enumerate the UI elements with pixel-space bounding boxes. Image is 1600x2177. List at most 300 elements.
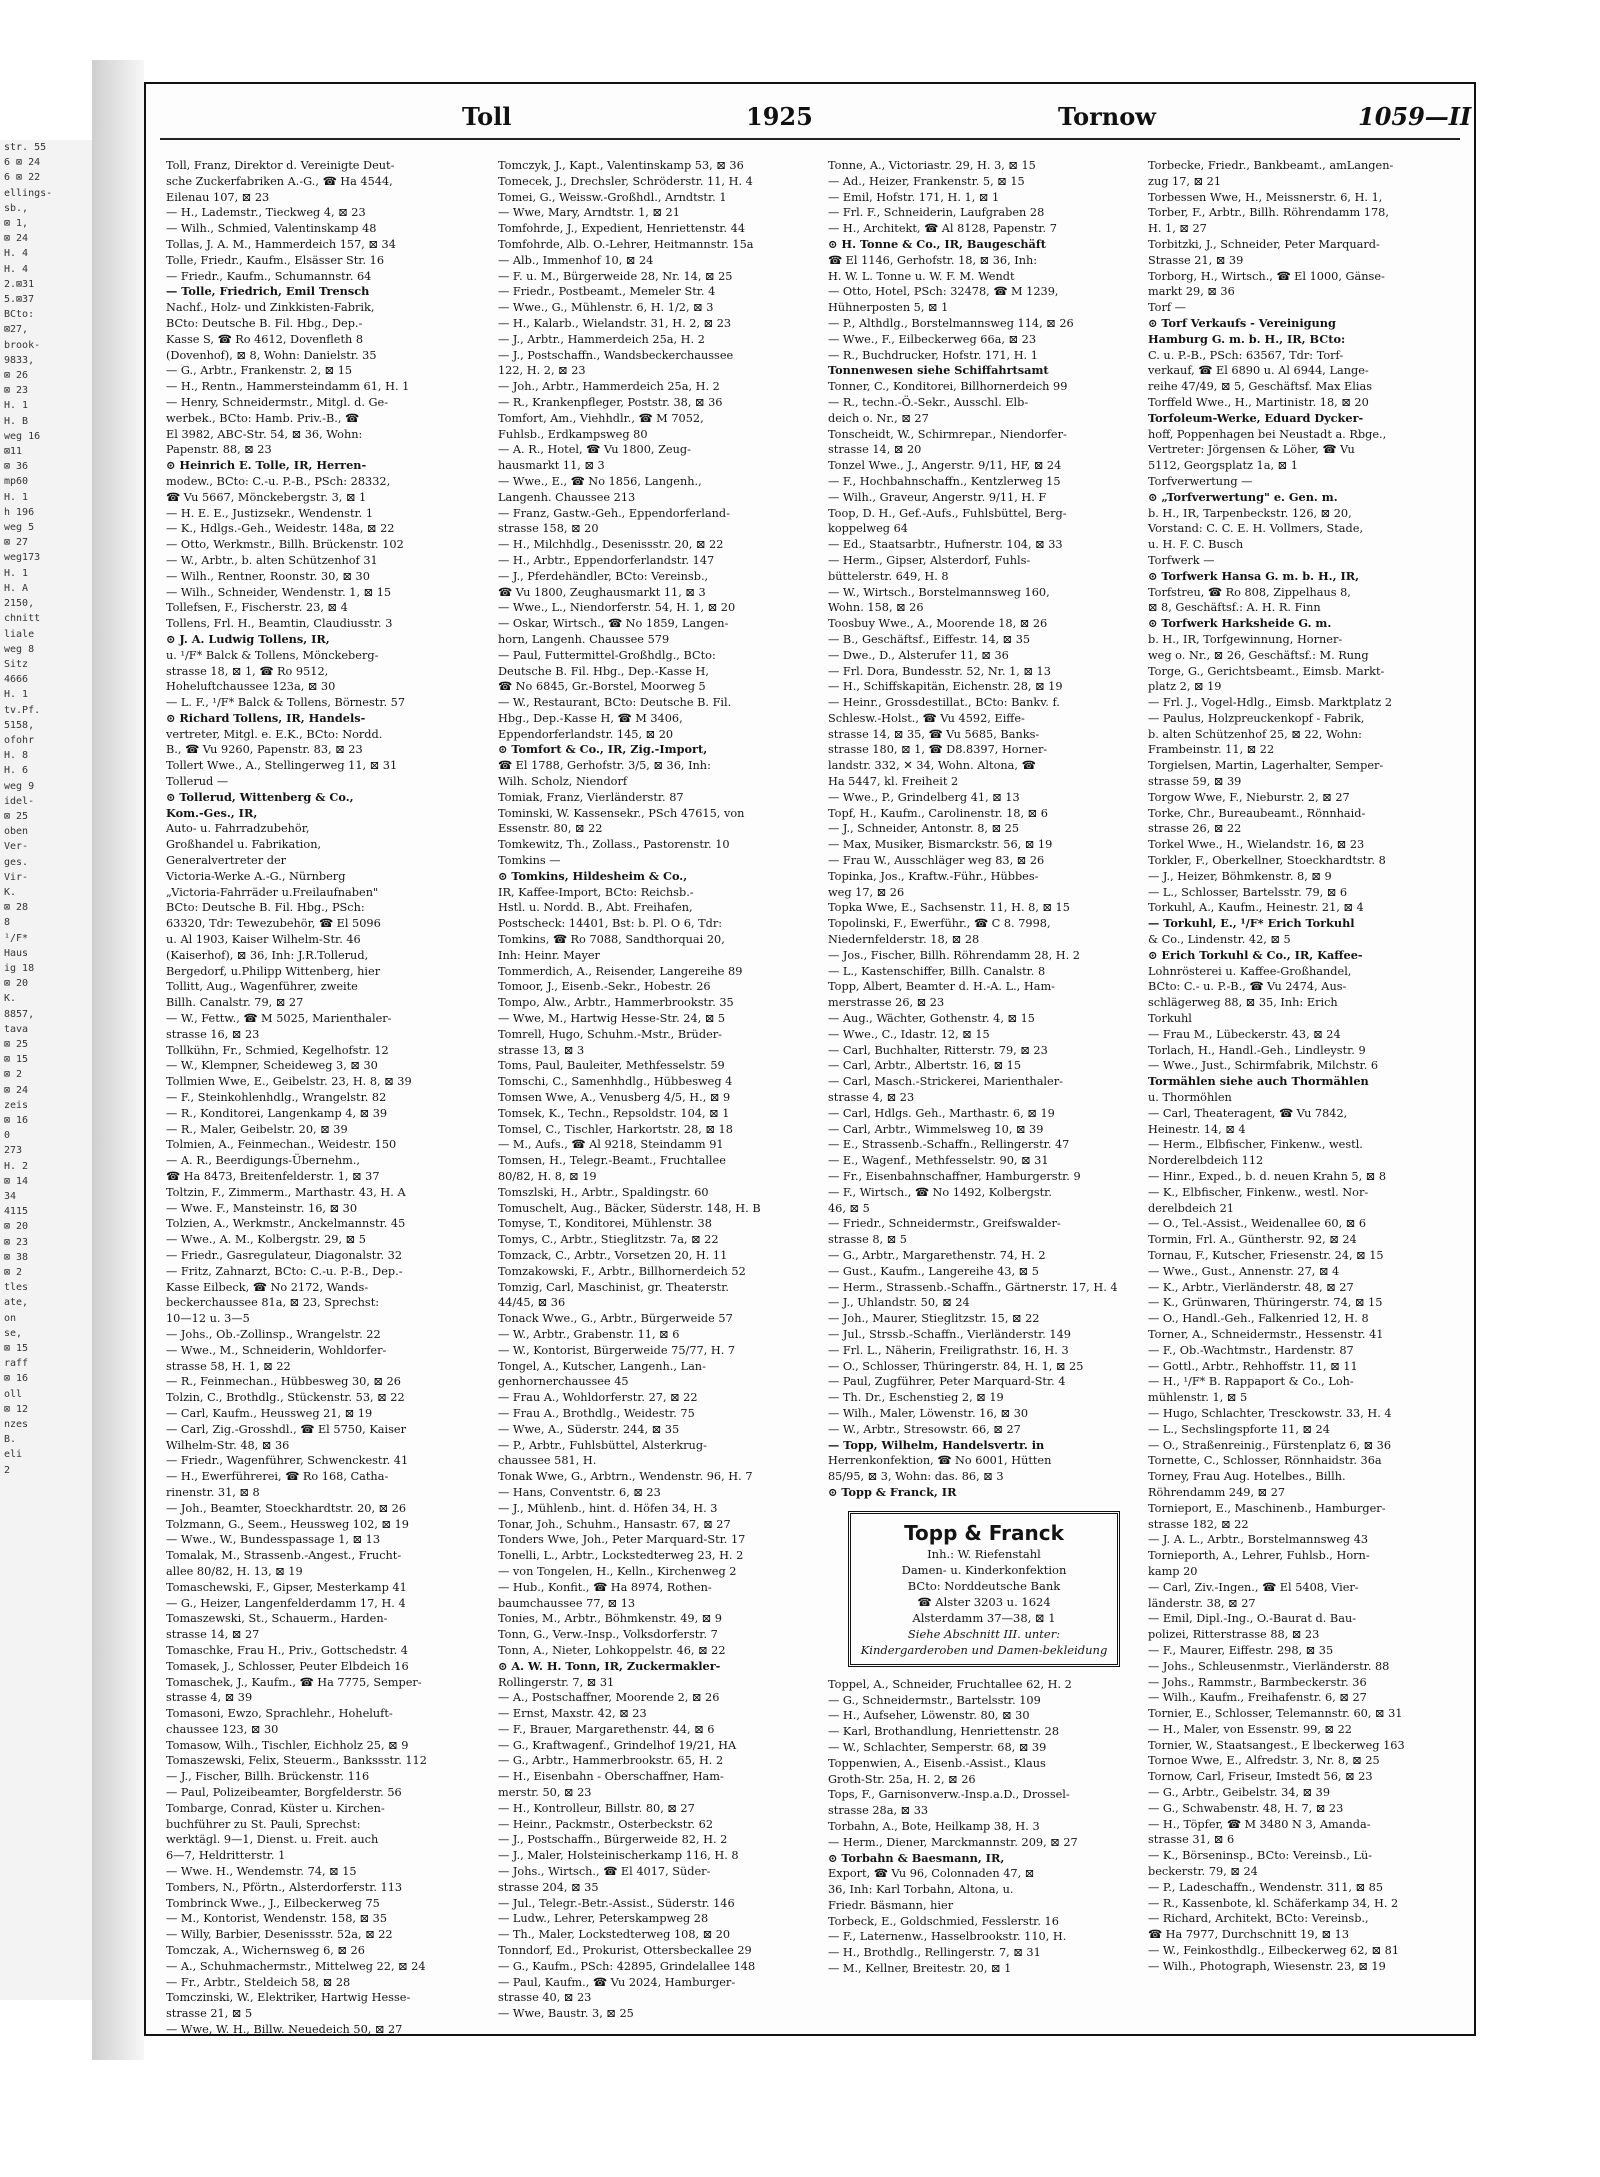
directory-entry: Tomasek, J., Schlosser, Peuter Elbdeich 16: [166, 1659, 409, 1673]
directory-entry: — Hugo, Schlachter, Tresckowstr. 33, H. 4: [1148, 1406, 1392, 1420]
directory-entry: — Frl. Dora, Bundesstr. 52, Nr. 1, ⊠ 13: [828, 664, 1051, 678]
directory-entry: Torbitzki, J., Schneider, Peter Marquard-: [1148, 237, 1380, 251]
directory-entry: Torlach, H., Handl.-Geh., Lindleystr. 9: [1148, 1043, 1366, 1057]
fragment-line: 6 ⊠ 24: [4, 157, 41, 169]
directory-entry: — G., Schneidermstr., Bartelsstr. 109: [828, 1693, 1041, 1707]
directory-entry: Tollert Wwe., A., Stellingerweg 11, ⊠ 31: [166, 759, 398, 773]
directory-entry: — Ed., Staatsarbtr., Hufnerstr. 104, ⊠ 33: [828, 538, 1063, 552]
directory-entry: Tonn, A., Nieter, Lohkoppelstr. 46, ⊠ 22: [498, 1643, 726, 1657]
adjacent-page-fragment: [0, 140, 95, 2000]
directory-entry: ⊙ Torfwerk Harksheide G. m.: [1148, 616, 1332, 631]
directory-entry: — Otto, Hotel, PSch: 32478, ☎ M 1239,: [828, 285, 1059, 299]
fragment-line: H. 4: [4, 248, 29, 260]
directory-entry: — F. u. M., Bürgerweide 28, Nr. 14, ⊠ 25: [498, 269, 733, 283]
directory-entry: Nachf., Holz- und Zinkkisten-Fabrik,: [166, 301, 375, 315]
directory-entry: — Hinr., Exped., b. d. neuen Krahn 5, ⊠ 8: [1148, 1170, 1387, 1183]
directory-entry: Tomfohrde, Alb. O.-Lehrer, Heitmannstr. 15a: [498, 237, 754, 251]
directory-entry: IR, Kaffee-Import, BCto: Reichsb.-: [498, 885, 694, 899]
directory-entry: „Victoria-Fahrräder u.Freilaufnaben": [166, 885, 379, 899]
fragment-line: 2.⊠31: [4, 278, 35, 290]
directory-entry: kamp 20: [1148, 1564, 1198, 1578]
directory-entry: — G., Kaufm., PSch: 42895, Grindelallee 148: [498, 1959, 756, 1973]
directory-entry: Tomei, G., Weissw.-Großhdl., Arndtstr. 1: [498, 190, 727, 204]
directory-entry: Torffeld Wwe., H., Martinistr. 18, ⊠ 20: [1148, 395, 1369, 409]
directory-entry: ☎ Ha 7977, Durchschnitt 19, ⊠ 13: [1148, 1928, 1350, 1942]
directory-entry: Toppenwien, A., Eisenb.-Assist., Klaus: [828, 1756, 1046, 1770]
directory-entry: C. u. P.-B., PSch: 63567, Tdr: Torf-: [1148, 348, 1344, 362]
directory-entry: — Jul., Telegr.-Betr.-Assist., Süderstr. 146: [498, 1896, 735, 1910]
directory-entry: — Johs., Rammstr., Barmbeckerstr. 36: [1148, 1675, 1367, 1689]
directory-entry: Torbeck, E., Goldschmied, Fesslerstr. 16: [828, 1914, 1059, 1928]
directory-entry: Kom.-Ges., IR,: [166, 805, 258, 820]
directory-entry: Torney, Frau Aug. Hotelbes., Billh.: [1148, 1470, 1346, 1484]
fragment-line: ⊠ 15: [4, 1343, 29, 1355]
advertisement-box: [848, 1511, 1120, 1667]
fragment-line: idel-: [4, 795, 35, 807]
directory-entry: ⊙ Topp & Franck, IR: [828, 1484, 957, 1499]
directory-entry: ⊙ Erich Torkuhl & Co., IR, Kaffee-: [1148, 947, 1363, 962]
directory-entry: — B., Geschäftsf., Eiffestr. 14, ⊠ 35: [828, 632, 1031, 646]
directory-entry: Tomrell, Hugo, Schuhm.-Mstr., Brüder-: [498, 1027, 722, 1041]
directory-entry: 36, Inh: Karl Torbahn, Altona, u.: [828, 1883, 1014, 1897]
directory-entry: Tonack Wwe., G., Arbtr., Bürgerweide 57: [498, 1312, 733, 1326]
directory-entry: Tollkühn, Fr., Schmied, Kegelhofstr. 12: [166, 1043, 389, 1057]
directory-entry: Tolzin, C., Brothdlg., Stückenstr. 53, ⊠ 22: [166, 1391, 405, 1405]
directory-entry: — Wilh., Schmied, Valentinskamp 48: [166, 222, 377, 236]
directory-entry: — Dwe., D., Alsterufer 11, ⊠ 36: [828, 648, 1009, 662]
directory-entry: strasse 26, ⊠ 22: [1148, 822, 1242, 836]
directory-entry: Tombers, N., Pförtn., Alsterdorferstr. 113: [166, 1880, 403, 1894]
directory-entry: Toosbuy Wwe., A., Moorende 18, ⊠ 26: [828, 617, 1048, 631]
directory-entry: ⊙ Torbahn & Baesmann, IR,: [828, 1850, 1005, 1865]
directory-entry: vertreter, Mitgl. e. E.K., BCto: Nordd.: [166, 727, 383, 741]
directory-entry: Tollefsen, F., Fischerstr. 23, ⊠ 4: [166, 601, 348, 615]
directory-entry: — R., Konditorei, Langenkamp 4, ⊠ 39: [166, 1106, 388, 1120]
directory-entry: (Kaiserhof), ⊠ 36, Inh: J.R.Tollerud,: [166, 948, 369, 962]
directory-entry: Torfwerk —: [1148, 553, 1215, 567]
directory-entry: — Wwe., L., Niendorferstr. 54, H. 1, ⊠ 20: [498, 601, 736, 615]
directory-entry: Tolzmann, G., Seem., Heussweg 102, ⊠ 19: [166, 1517, 409, 1531]
directory-entry: — Frau A., Brothdlg., Weidestr. 75: [498, 1406, 695, 1420]
directory-entry: — Paul, Polizeibeamter, Borgfelderstr. 56: [166, 1786, 402, 1800]
directory-entry: Torkel Wwe., H., Wielandstr. 16, ⊠ 23: [1148, 838, 1365, 852]
ad-owner: Inh.: W. Riefenstahl: [927, 1546, 1041, 1561]
directory-entry: 5112, Georgsplatz 1a, ⊠ 1: [1148, 459, 1298, 473]
directory-entry: strasse 4, ⊠ 23: [828, 1091, 915, 1105]
directory-entry: — K., Elbfischer, Finkenw., westl. Nor-: [1148, 1185, 1369, 1199]
directory-entry: — P., Ladeschaffn., Wendenstr. 311, ⊠ 85: [1148, 1880, 1384, 1894]
directory-entry: länderstr. 38, ⊠ 27: [1148, 1596, 1256, 1610]
directory-entry: ⊙ H. Tonne & Co., IR, Baugeschäft: [828, 236, 1046, 251]
directory-entry: u. H. F. C. Busch: [1148, 538, 1244, 552]
directory-entry: Tomkins, ☎ Ro 7088, Sandthorquai 20,: [498, 933, 725, 947]
fragment-line: on: [4, 1312, 17, 1324]
directory-entry: Lohnrösterei u. Kaffee-Großhandel,: [1148, 964, 1352, 978]
directory-entry: Tomschi, C., Samenhhdlg., Hübbesweg 4: [498, 1075, 733, 1089]
fragment-line: oben: [4, 826, 29, 838]
directory-entry: — O., Straßenreinig., Fürstenplatz 6, ⊠ 36: [1148, 1438, 1392, 1452]
directory-entry: ⊙ Torf Verkaufs - Vereinigung: [1148, 315, 1336, 330]
fragment-line: 2: [4, 1464, 11, 1476]
directory-entry: — Carl, Buchhalter, Ritterstr. 79, ⊠ 23: [828, 1043, 1048, 1057]
directory-entry: strasse 18, ⊠ 1, ☎ Ro 9512,: [166, 664, 329, 678]
page-header: [146, 102, 1474, 138]
directory-entry: — Herm., Strassenb.-Schaffn., Gärtnerstr. 17, H. 4: [828, 1280, 1118, 1294]
directory-entry: — W., Wirtsch., Borstelmannsweg 160,: [828, 585, 1050, 599]
directory-entry: — A. R., Beerdigungs-Übernehm.,: [166, 1154, 361, 1168]
directory-entry: ⊙ Tomfort & Co., IR, Zig.-Import,: [498, 742, 708, 757]
directory-entry: — H., Kontrolleur, Billstr. 80, ⊠ 27: [498, 1801, 695, 1815]
directory-entry: Tonn, G., Verw.-Insp., Volksdorferstr. 7: [498, 1628, 718, 1642]
directory-entry: — O., Handl.-Geh., Falkenried 12, H. 8: [1148, 1312, 1369, 1326]
fragment-line: H. 8: [4, 750, 29, 762]
directory-entry: Tolle, Friedr., Kaufm., Elsässer Str. 16: [166, 253, 385, 267]
directory-entry: b. H., IR, Tarpenbeckstr. 126, ⊠ 20,: [1148, 506, 1352, 520]
directory-entry: Torfverwertung —: [1148, 474, 1253, 488]
directory-entry: — Wilh., Rentner, Roonstr. 30, ⊠ 30: [166, 569, 370, 583]
directory-entry: Rollingerstr. 7, ⊠ 31: [498, 1675, 615, 1689]
directory-entry: Tomsen Wwe, A., Venusberg 4/5, H., ⊠ 9: [498, 1091, 731, 1105]
directory-entry: — A. R., Hotel, ☎ Vu 1800, Zeug-: [498, 443, 691, 457]
directory-entry: u. Al 1903, Kaiser Wilhelm-Str. 46: [166, 933, 361, 947]
directory-entry: strasse 59, ⊠ 39: [1148, 775, 1242, 789]
directory-entry: Tomsel, C., Tischler, Harkortstr. 28, ⊠ 18: [498, 1122, 733, 1136]
directory-entry: — Henry, Schneidermstr., Mitgl. d. Ge-: [166, 395, 389, 409]
directory-entry: — Wwe., W., Bundesspassage 1, ⊠ 13: [166, 1533, 381, 1547]
header-rule: [160, 138, 1460, 140]
directory-entry: — L. F., ¹/F* Balck & Tollens, Börnestr. 57: [166, 696, 406, 710]
directory-entry: Tornoe Wwe, E., Alfredstr. 3, Nr. 8, ⊠ 25: [1148, 1754, 1380, 1768]
directory-entry: — Richard, Architekt, BCto: Vereinsb.,: [1148, 1912, 1369, 1926]
directory-entry: Niedernfelderstr. 18, ⊠ 28: [828, 933, 980, 947]
directory-entry: ⊙ Richard Tollens, IR, Handels-: [166, 710, 366, 725]
directory-entry: — Wilh., Schneider, Wendenstr. 1, ⊠ 15: [166, 585, 392, 599]
fragment-line: H. 2: [4, 1160, 29, 1172]
directory-entry: — Ad., Heizer, Frankenstr. 5, ⊠ 15: [828, 174, 1025, 188]
directory-entry: — Frau M., Lübeckerstr. 43, ⊠ 24: [1148, 1027, 1341, 1041]
directory-entry: — H., Eisenbahn - Oberschaffner, Ham-: [498, 1770, 724, 1784]
directory-entry: Tomszlski, H., Arbtr., Spaldingstr. 60: [498, 1185, 709, 1199]
directory-entry: — J. A. L., Arbtr., Borstelmannsweg 43: [1148, 1533, 1369, 1547]
directory-entry: ☎ Ha 8473, Breitenfelderstr. 1, ⊠ 37: [166, 1170, 380, 1183]
directory-entry: strasse 13, ⊠ 3: [498, 1043, 585, 1057]
directory-entry: — Friedr., Gasregulateur, Diagonalstr. 32: [166, 1248, 403, 1262]
directory-entry: Tornow, Carl, Friseur, Imstedt 56, ⊠ 23: [1148, 1770, 1373, 1784]
directory-entry: Tomasow, Wilh., Tischler, Eichholz 25, ⊠ 9: [166, 1738, 409, 1752]
directory-entry: — H., ¹/F* B. Rappaport & Co., Loh-: [1148, 1375, 1354, 1389]
directory-entry: — E., Wagenf., Methfesselstr. 90, ⊠ 31: [828, 1154, 1049, 1168]
directory-entry: Kasse S, ☎ Ro 4612, Dovenfleth 8: [166, 332, 364, 346]
directory-entry: Torbessen Wwe, H., Meissnerstr. 6, H. 1,: [1148, 190, 1383, 204]
directory-entry: — Wwe., Just., Schirmfabrik, Milchstr. 6: [1148, 1059, 1379, 1073]
directory-entry: Tonzel Wwe., J., Angerstr. 9/11, HF, ⊠ 24: [828, 459, 1062, 473]
directory-entry: — R., Buchdrucker, Hofstr. 171, H. 1: [828, 348, 1038, 362]
directory-entry: Hühnerposten 5, ⊠ 1: [828, 301, 949, 315]
directory-entry: — J., Maler, Holsteinischerkamp 116, H. 8: [498, 1849, 739, 1863]
directory-entry: — Friedr., Kaufm., Schumannstr. 64: [166, 269, 372, 283]
directory-entry: — Wwe. F., Mansteinstr. 16, ⊠ 30: [166, 1201, 358, 1215]
directory-entry: weg o. Nr., ⊠ 26, Geschäftsf.: M. Rung: [1148, 648, 1369, 662]
directory-entry: — Carl, Arbtr., Wimmelsweg 10, ⊠ 39: [828, 1122, 1044, 1136]
directory-entry: Tollitt, Aug., Wagenführer, zweite: [166, 980, 358, 994]
fragment-line: H. 1: [4, 491, 29, 503]
directory-entry: Tomoor, J., Eisenb.-Sekr., Hobestr. 26: [498, 980, 711, 994]
directory-entry: — M., Kontorist, Wendenstr. 158, ⊠ 35: [166, 1912, 388, 1926]
directory-entry: — E., Strassenb.-Schaffn., Rellingerstr. 47: [828, 1138, 1070, 1152]
directory-entry: — H., Milchhdlg., Desenissstr. 20, ⊠ 22: [498, 538, 724, 552]
directory-entry: — J., Mühlenb., hint. d. Höfen 34, H. 3: [498, 1501, 718, 1515]
directory-entry: — Fr., Arbtr., Steldeich 58, ⊠ 28: [166, 1975, 351, 1989]
directory-entry: — Jul., Strssb.-Schaffn., Vierländerstr. 149: [828, 1327, 1071, 1341]
directory-entry: weg 17, ⊠ 26: [828, 885, 905, 899]
directory-entry: Topp, Albert, Beamter d. H.-A. L., Ham-: [828, 980, 1055, 994]
directory-entry: allee 80/82, H. 13, ⊠ 19: [166, 1564, 303, 1578]
directory-entry: Tornette, C., Schlosser, Rönnhaidstr. 36a: [1148, 1454, 1382, 1468]
directory-entry: — Aug., Wächter, Gothenstr. 4, ⊠ 15: [828, 1012, 1035, 1026]
directory-entry: — Paulus, Holzpreuckenkopf - Fabrik,: [1148, 711, 1365, 725]
directory-entry: — W., Fettw., ☎ M 5025, Marienthaler-: [166, 1012, 392, 1026]
directory-entry: — W., Restaurant, BCto: Deutsche B. Fil.: [498, 696, 732, 710]
fragment-line: h 196: [4, 506, 35, 518]
directory-entry: — Torkuhl, E., ¹/F* Erich Torkuhl: [1148, 916, 1355, 931]
directory-entry: Tonders Wwe, Joh., Peter Marquard-Str. 17: [498, 1533, 746, 1547]
directory-entry: Tomasoni, Ewzo, Sprachlehr., Hoheluft-: [166, 1707, 393, 1721]
ad-line: Damen- u. Kinderkonfektion: [901, 1562, 1067, 1577]
directory-entry: — K., Hdlgs.-Geh., Weidestr. 148a, ⊠ 22: [166, 522, 395, 536]
directory-entry: — R., Kassenbote, kl. Schäferkamp 34, H. 2: [1148, 1896, 1399, 1910]
fragment-line: eli: [4, 1449, 23, 1461]
directory-entry: — Carl, Hdlgs. Geh., Marthastr. 6, ⊠ 19: [828, 1106, 1055, 1120]
directory-entry: 63320, Tdr: Tewezubehör, ☎ El 5096: [166, 917, 381, 931]
directory-entry: Tomyse, T., Konditorei, Mühlenstr. 38: [498, 1217, 712, 1231]
fragment-line: ges.: [4, 856, 29, 868]
directory-entry: — Karl, Brothandlung, Henriettenstr. 28: [828, 1725, 1060, 1739]
directory-entry: b. alten Schützenhof 25, ⊠ 22, Wohn:: [1148, 727, 1362, 741]
directory-entry: — W., Klempner, Scheideweg 3, ⊠ 30: [166, 1059, 378, 1073]
directory-entry: — F., Hochbahnschaffn., Kentzlerweg 15: [828, 474, 1061, 488]
directory-entry: Tornier, W., Staatsangest., E lbeckerweg 163: [1148, 1738, 1405, 1752]
directory-entry: — Heinr., Grossdestillat., BCto: Bankv. f.: [828, 696, 1060, 710]
directory-entry: Tomzig, Carl, Maschinist, gr. Theaterstr.: [498, 1280, 729, 1294]
directory-entry: — H., Lademstr., Tieckweg 4, ⊠ 23: [166, 206, 366, 220]
directory-entry: Topf, H., Kaufm., Carolinenstr. 18, ⊠ 6: [828, 806, 1048, 820]
directory-entry: baumchaussee 77, ⊠ 13: [498, 1596, 636, 1610]
directory-entry: ⊙ Tomkins, Hildesheim & Co.,: [498, 868, 688, 883]
directory-entry: strasse 4, ⊠ 39: [166, 1691, 253, 1705]
directory-entry: strasse 180, ⊠ 1, ☎ D8.8397, Horner-: [828, 743, 1048, 757]
directory-entry: Generalvertreter der: [166, 854, 287, 868]
directory-entry: Toltzin, F., Zimmerm., Marthastr. 43, H. A: [166, 1185, 406, 1199]
fragment-line: ⊠ 23: [4, 385, 29, 397]
directory-entry: Eilenau 107, ⊠ 23: [166, 190, 270, 204]
column-2: [498, 158, 818, 2021]
directory-entry: Tomalak, M., Strassenb.-Angest., Frucht-: [166, 1549, 402, 1563]
directory-entry: El 3982, ABC-Str. 54, ⊠ 36, Wohn:: [166, 427, 363, 441]
fragment-line: ellings-: [4, 187, 53, 199]
fragment-line: ⊠11: [4, 446, 23, 458]
directory-entry: hoff, Poppenhagen bei Neustadt a. Rbge.,: [1148, 427, 1387, 441]
fragment-line: ⊠ 27: [4, 537, 29, 549]
fragment-line: weg 8: [4, 643, 35, 655]
ad-line: ☎ Alster 3203 u. 1624: [917, 1594, 1051, 1609]
fragment-line: ⊠ 15: [4, 1054, 29, 1066]
directory-entry: Tomzack, C., Arbtr., Vorsetzen 20, H. 11: [498, 1248, 728, 1262]
directory-entry: Tonner, C., Konditorei, Billhornerdeich 99: [828, 380, 1068, 394]
fragment-line: weg 9: [4, 780, 35, 792]
directory-entry: polizei, Ritterstrasse 88, ⊠ 23: [1148, 1628, 1320, 1642]
directory-entry: — Emil, Hofstr. 171, H. 1, ⊠ 1: [828, 190, 1000, 204]
fragment-line: se,: [4, 1327, 23, 1339]
directory-entry: Groth-Str. 25a, H. 2, ⊠ 26: [828, 1772, 976, 1786]
fragment-line: ⊠ 38: [4, 1251, 29, 1263]
directory-entry: genhornerchaussee 45: [498, 1375, 629, 1389]
directory-entry: Tomczinski, W., Elektriker, Hartwig Hesse-: [166, 1991, 411, 2005]
directory-entry: strasse 31, ⊠ 6: [1148, 1833, 1235, 1847]
ad-note: Siehe Abschnitt III. unter: Kindergarderoben und Damen-bekleidung: [860, 1626, 1108, 1657]
fragment-line: 273: [4, 1145, 23, 1157]
directory-entry: Tollens, Frl. H., Beamtin, Claudiusstr. 3: [166, 617, 393, 631]
fragment-line: ⊠27,: [4, 324, 29, 336]
directory-entry: — R., Krankenpfleger, Poststr. 38, ⊠ 36: [498, 395, 723, 409]
directory-entry: rinenstr. 31, ⊠ 8: [166, 1485, 260, 1499]
directory-entry: — O., Tel.-Assist., Weidenallee 60, ⊠ 6: [1148, 1217, 1367, 1231]
directory-entry: Auto- u. Fahrradzubehör,: [166, 822, 310, 836]
directory-entry: — W., Arbtr., Stresowstr. 66, ⊠ 27: [828, 1422, 1021, 1436]
directory-entry: Wilh. Scholz, Niendorf: [498, 775, 628, 789]
directory-entry: u. ¹/F* Balck & Tollens, Mönckeberg-: [166, 648, 379, 662]
fragment-line: Haus: [4, 947, 29, 959]
directory-entry: — J., Postschaffn., Bürgerweide 82, H. 2: [498, 1833, 728, 1847]
directory-entry: sche Zuckerfabriken A.-G., ☎ Ha 4544,: [166, 174, 393, 188]
fragment-line: H. 1: [4, 400, 29, 412]
directory-entry: Torge, G., Gerichtsbeamt., Eimsb. Markt-: [1148, 664, 1385, 678]
fragment-line: 2150,: [4, 598, 35, 610]
directory-entry: Tomkewitz, Th., Zollass., Pastorenstr. 10: [498, 838, 730, 852]
directory-entry: Tonak Wwe, G., Arbtrn., Wendenstr. 96, H. 7: [498, 1470, 753, 1484]
directory-entry: — Oskar, Wirtsch., ☎ No 1859, Langen-: [498, 617, 729, 631]
directory-entry: Tomzakowski, F., Arbtr., Billhornerdeich 52: [498, 1264, 746, 1278]
directory-entry: — J., Schneider, Antonstr. 8, ⊠ 25: [828, 822, 1020, 836]
directory-entry: Export, ☎ Vu 96, Colonnaden 47, ⊠: [828, 1867, 1035, 1881]
fragment-line: sb.,: [4, 202, 29, 214]
directory-entry: Tomczyk, J., Kapt., Valentinskamp 53, ⊠ 36: [498, 159, 744, 172]
directory-entry: — H., Schiffskapitän, Eichenstr. 28, ⊠ 19: [828, 680, 1063, 694]
directory-entry: H. 1, ⊠ 27: [1148, 222, 1207, 236]
directory-entry: — Herm., Gipser, Alsterdorf, Fuhls-: [828, 553, 1031, 567]
directory-entry: — Topp, Wilhelm, Handelsvertr. in: [828, 1437, 1045, 1452]
directory-entry: — Carl, Kaufm., Heussweg 21, ⊠ 19: [166, 1406, 373, 1420]
directory-entry: hausmarkt 11, ⊠ 3: [498, 459, 605, 473]
fragment-line: mp60: [4, 476, 29, 488]
directory-entry: Tomaszewski, St., Schauerm., Harden-: [166, 1612, 388, 1626]
directory-entry: — Jos., Fischer, Billh. Röhrendamm 28, H. 2: [828, 948, 1080, 962]
directory-entry: — Wwe. H., Wendemstr. 74, ⊠ 15: [166, 1865, 357, 1879]
directory-entry: Torber, F., Arbtr., Billh. Röhrendamm 178,: [1148, 206, 1389, 220]
directory-entry: — R., Feinmechan., Hübbesweg 30, ⊠ 26: [166, 1375, 401, 1389]
directory-entry: Tomfohrde, J., Expedient, Henriettenstr. 44: [498, 222, 746, 236]
directory-entry: — F., Wirtsch., ☎ No 1492, Kolbergstr.: [828, 1185, 1052, 1199]
directory-entry: 85/95, ⊠ 3, Wohn: das. 86, ⊠ 3: [828, 1470, 1004, 1484]
directory-entry: schlägerweg 88, ⊠ 35, Inh: Erich: [1148, 996, 1338, 1010]
fragment-line: tava: [4, 1023, 29, 1035]
directory-entry: Tonscheidt, W., Schirmrepar., Niendorfer-: [828, 427, 1067, 441]
fragment-line: weg 16: [4, 430, 41, 442]
directory-entry: Torkler, F., Oberkellner, Stoeckhardtstr. 8: [1148, 854, 1386, 868]
directory-entry: Tonne, A., Victoriastr. 29, H. 3, ⊠ 15: [828, 159, 1036, 172]
directory-entry: werktägl. 9—1, Dienst. u. Freit. auch: [166, 1833, 379, 1847]
directory-entry: — Herm., Elbfischer, Finkenw., westl.: [1148, 1138, 1363, 1152]
ad-line: BCto: Norddeutsche Bank: [907, 1578, 1061, 1593]
directory-entry: — A., Schuhmachermstr., Mittelweg 22, ⊠ 24: [166, 1959, 426, 1973]
directory-entry: merstrasse 26, ⊠ 23: [828, 996, 945, 1010]
directory-entry: Hamburg G. m. b. H., IR, BCto:: [1148, 331, 1346, 346]
directory-entry: merstr. 50, ⊠ 23: [498, 1786, 592, 1800]
directory-entry: — L., Sechslingspforte 11, ⊠ 24: [1148, 1422, 1330, 1436]
directory-entry: Fuhlsb., Erdkampsweg 80: [498, 427, 648, 441]
directory-entry: strasse 28a, ⊠ 33: [828, 1804, 929, 1818]
fragment-line: liale: [4, 628, 35, 640]
fragment-line: ⊠ 25: [4, 1038, 29, 1050]
directory-entry: platz 2, ⊠ 19: [1148, 680, 1222, 694]
directory-entry: markt 29, ⊠ 36: [1148, 285, 1235, 299]
fragment-line: K.: [4, 993, 17, 1005]
fragment-line: chnitt: [4, 613, 41, 625]
directory-entry: Vorstand: C. C. E. H. Vollmers, Stade,: [1148, 522, 1364, 536]
fragment-line: H. 4: [4, 263, 29, 275]
directory-entry: Torkuhl: [1148, 1012, 1192, 1026]
directory-entry: — Johs., Schleusenmstr., Vierländerstr. 88: [1148, 1659, 1390, 1673]
directory-entry: Tolmien, A., Feinmechan., Weidestr. 150: [166, 1138, 397, 1152]
fragment-line: ig 18: [4, 962, 35, 974]
directory-entry: — H., Ewerführerei, ☎ Ro 168, Catha-: [166, 1470, 389, 1484]
fragment-line: ate,: [4, 1297, 29, 1309]
directory-entry: — J., Heizer, Böhmkenstr. 8, ⊠ 9: [1148, 869, 1332, 883]
directory-entry: strasse 21, ⊠ 5: [166, 2007, 253, 2021]
fragment-line: ⊠ 1,: [4, 218, 29, 230]
fragment-line: Sitz: [4, 658, 29, 670]
directory-entry: — A., Postschaffner, Moorende 2, ⊠ 26: [498, 1691, 720, 1705]
directory-entry: Vertreter: Jörgensen & Löher, ☎ Vu: [1148, 443, 1355, 457]
directory-entry: — Paul, Futtermittel-Großhdlg., BCto:: [498, 648, 716, 662]
fragment-line: ⊠ 12: [4, 1403, 29, 1415]
directory-entry: — H. E. E., Justizsekr., Wendenstr. 1: [166, 506, 374, 520]
directory-entry: strasse 14, ⊠ 35, ☎ Vu 5685, Banks-: [828, 727, 1040, 741]
directory-entry: — Carl, Theateragent, ☎ Vu 7842,: [1148, 1106, 1348, 1120]
fragment-line: BCto:: [4, 309, 35, 321]
fragment-line: H. A: [4, 582, 29, 594]
directory-entry: — Carl, Zig.-Grosshdl., ☎ El 5750, Kaiser: [166, 1422, 406, 1436]
fragment-line: zeis: [4, 1099, 29, 1111]
directory-entry: — K., Grünwaren, Thüringerstr. 74, ⊠ 15: [1148, 1296, 1383, 1310]
directory-entry: Tormin, Frl. A., Güntherstr. 92, ⊠ 24: [1148, 1233, 1357, 1247]
directory-entry: Topolinski, F., Ewerführ., ☎ C 8. 7998,: [828, 917, 1051, 931]
fragment-line: Ver-: [4, 841, 29, 853]
directory-entry: Torbahn, A., Bote, Heilkamp 38, H. 3: [828, 1819, 1040, 1833]
directory-entry: Tongel, A., Kutscher, Langenh., Lan-: [498, 1359, 706, 1373]
directory-entry: — Fr., Eisenbahnschaffner, Hamburgerstr. 9: [828, 1170, 1081, 1183]
directory-entry: — W., Kontorist, Bürgerweide 75/77, H. 7: [498, 1343, 736, 1357]
directory-entry: ⊙ J. A. Ludwig Tollens, IR,: [166, 631, 330, 646]
directory-entry: Torke, Chr., Bureaubeamt., Rönnhaid-: [1148, 806, 1366, 820]
fragment-line: raff: [4, 1358, 29, 1370]
page-number: 1059—II: [1358, 102, 1472, 131]
directory-entry: Wilhelm-Str. 48, ⊠ 36: [166, 1438, 290, 1452]
column-1: [166, 158, 486, 2037]
fragment-line: ⊠ 24: [4, 233, 29, 245]
header-year: 1925: [746, 102, 813, 131]
header-right-keyword: Tornow: [1058, 102, 1156, 131]
directory-entry: ⊙ A. W. H. Tonn, IR, Zuckermakler-: [498, 1658, 721, 1673]
